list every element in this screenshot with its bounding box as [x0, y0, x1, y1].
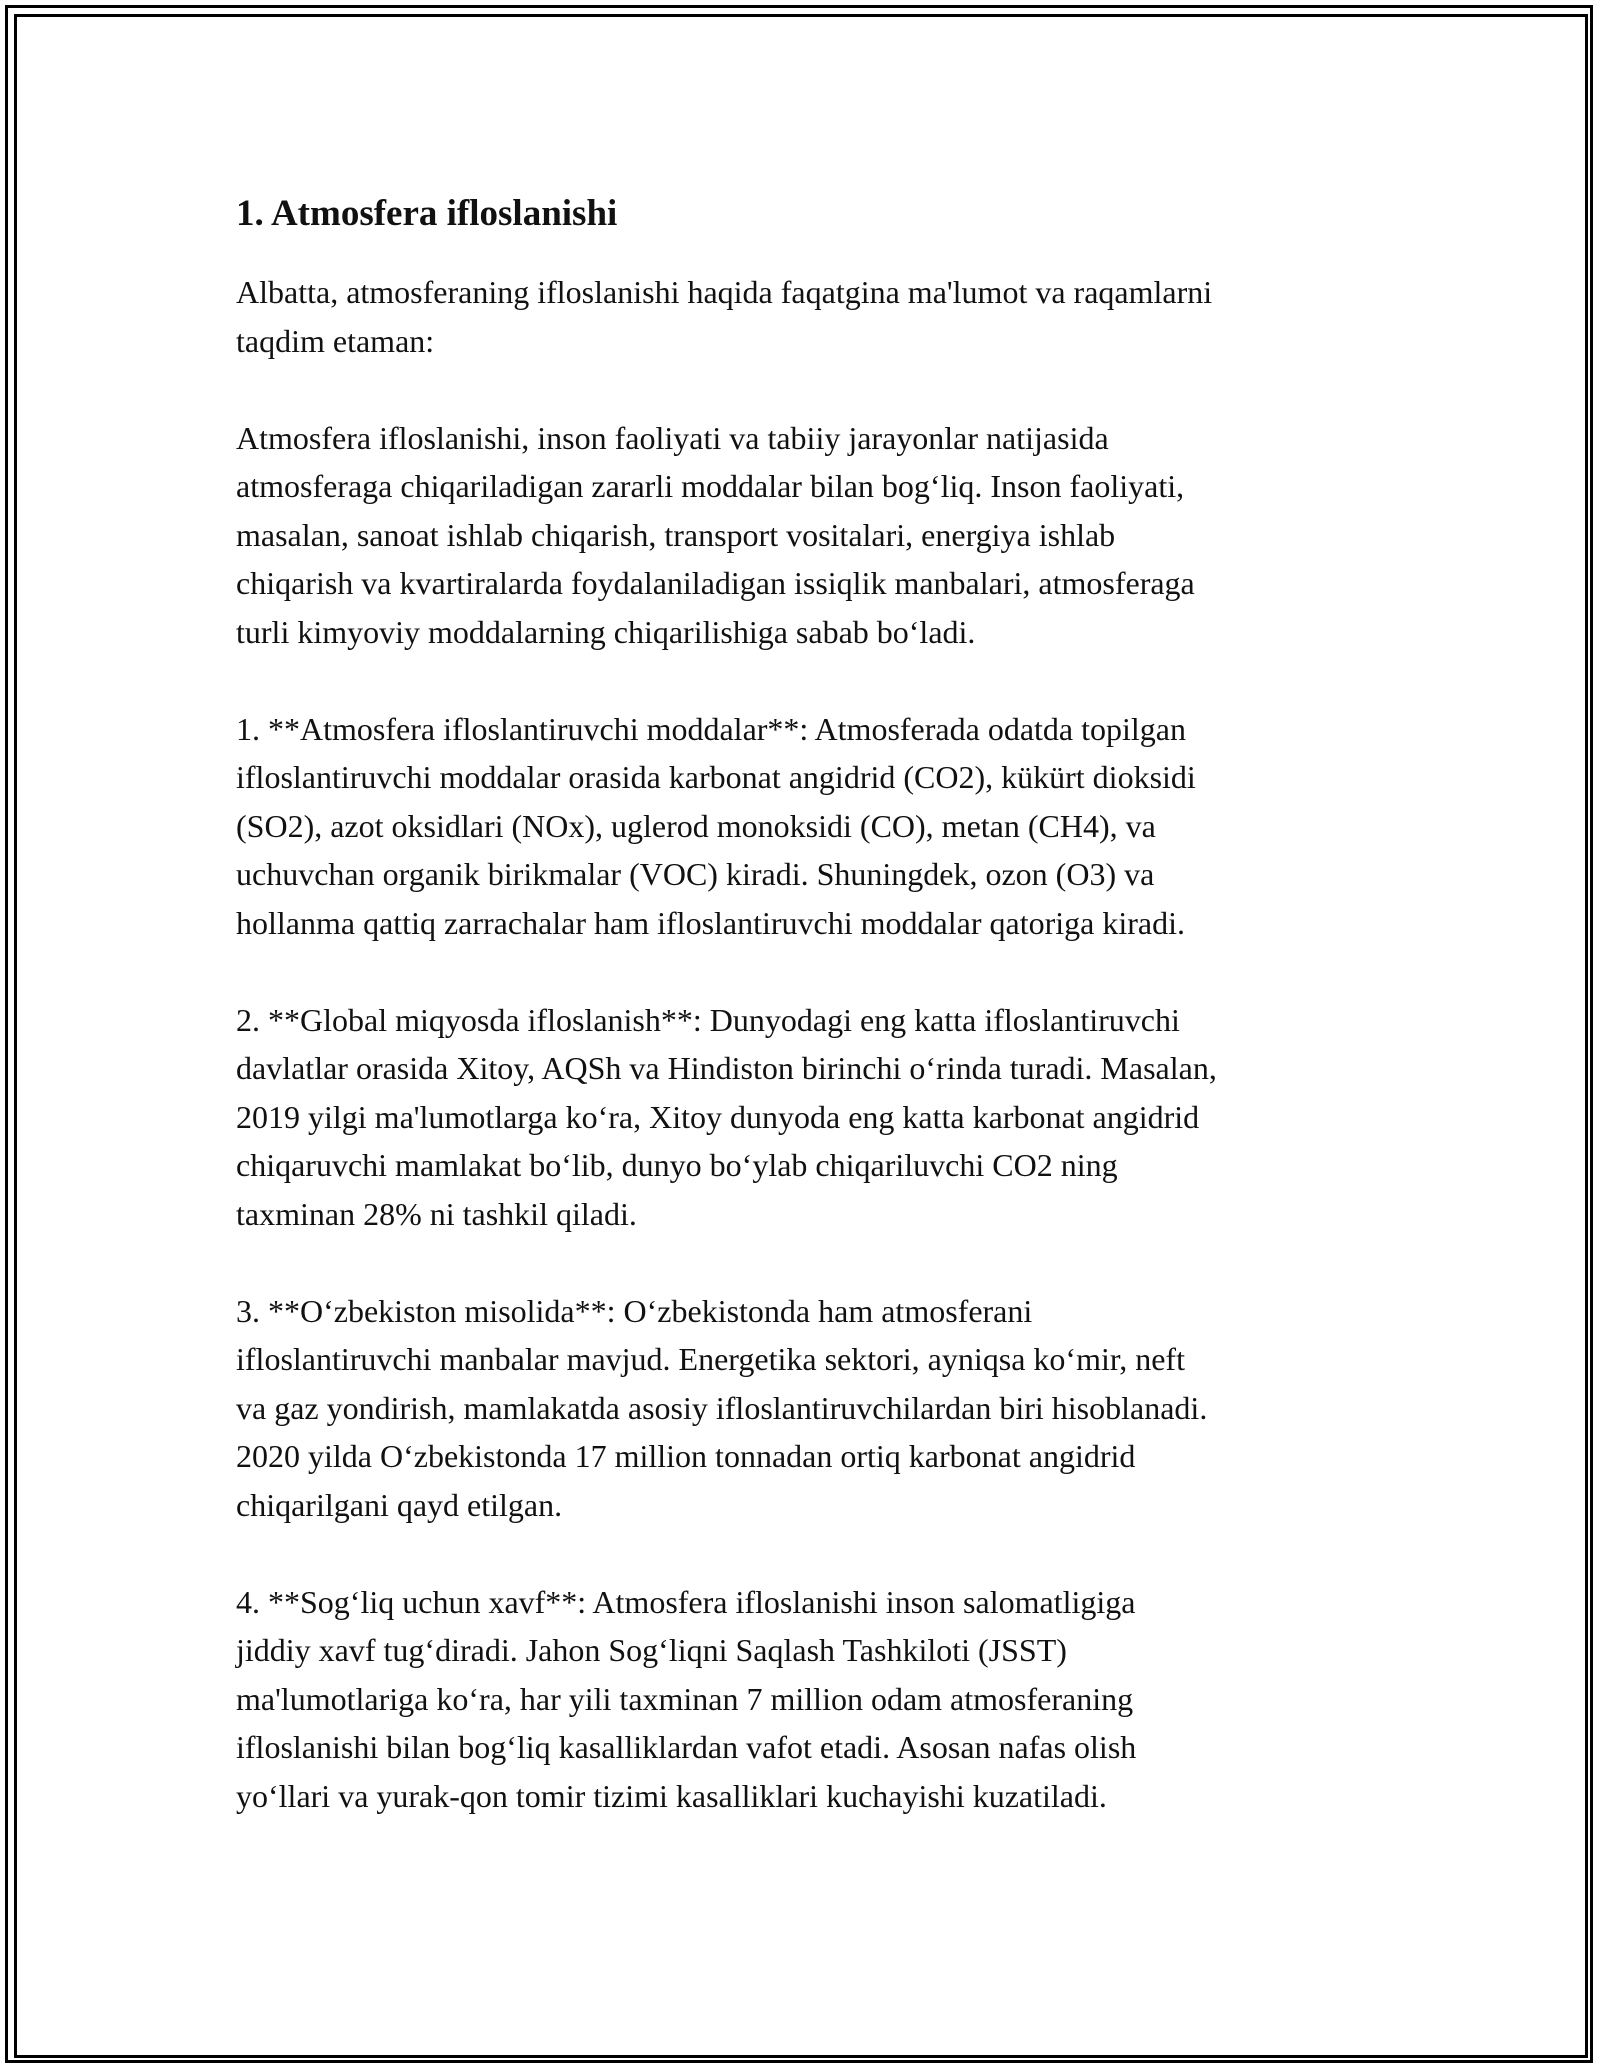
global-pollution-paragraph: 2. **Global miqyosda ifloslanish**: Dunyodagi eng katta ifloslantiruvchi davlatlar orasida Xitoy, AQSh va Hindiston birinchi o‘rinda turadi. Masalan, 2019 yilgi ma'lumotlarga ko‘ra, Xitoy dunyoda eng katta karbonat angidrid chiqaruvchi mamlakat bo‘lib, dunyo bo‘ylab chiqariluvchi CO2 ning taxminan 28% ni tashkil qiladi.: [236, 1001, 1217, 1232]
document-body: [236, 186, 1386, 1869]
overview-paragraph: Atmosfera ifloslanishi, inson faoliyati va tabiiy jarayonlar natijasida atmosferaga chiqariladigan zararli moddalar bilan bog‘liq. Inson faoliyati, masalan, sanoat ishlab chiqarish, transport vositalari, energiya ishlab chiqarish va kvartiralarda foydalaniladigan issiqlik manbalari, atmosferaga turli kimyoviy moddalarning chiqarilishiga sabab bo‘ladi.: [236, 419, 1195, 650]
intro-paragraph: Albatta, atmosferaning ifloslanishi haqida faqatgina ma'lumot va raqamlarni taqdim etaman:: [236, 274, 1213, 359]
uzbekistan-paragraph: 3. **O‘zbekiston misolida**: O‘zbekistonda ham atmosferani ifloslantiruvchi manbalar mavjud. Energetika sektori, ayniqsa ko‘mir, neft va gaz yondirish, mamlakatda asosiy ifloslantiruvchilardan biri hisoblanadi. 2020 yilda O‘zbekistonda 17 million tonnadan ortiq karbonat angidrid chiqarilgani qayd etilgan.: [236, 1292, 1208, 1523]
pollutants-paragraph: 1. **Atmosfera ifloslantiruvchi moddalar**: Atmosferada odatda topilgan ifloslantiruvchi moddalar orasida karbonat angidrid (CO2), kükürt dioksidi (SO2), azot oksidlari (NOx), uglerod monoksidi (CO), metan (CH4), va uchuvchan organik birikmalar (VOC) kiradi. Shuningdek, ozon (O3) va hollanma qattiq zarrachalar ham ifloslantiruvchi moddalar qatoriga kiradi.: [236, 710, 1196, 941]
health-risk-paragraph: 4. **Sog‘liq uchun xavf**: Atmosfera ifloslanishi inson salomatligiga jiddiy xavf tug‘diradi. Jahon Sog‘liqni Saqlash Tashkiloti (JSST) ma'lumotlariga ko‘ra, har yili taxminan 7 million odam atmosferaning ifloslanishi bilan bog‘liq kasalliklardan vafot etadi. Asosan nafas olish yo‘llari va yurak-qon tomir tizimi kasalliklari kuchayishi kuzatiladi.: [236, 1583, 1137, 1814]
document-title: 1. Atmosfera ifloslanishi: [236, 193, 618, 234]
